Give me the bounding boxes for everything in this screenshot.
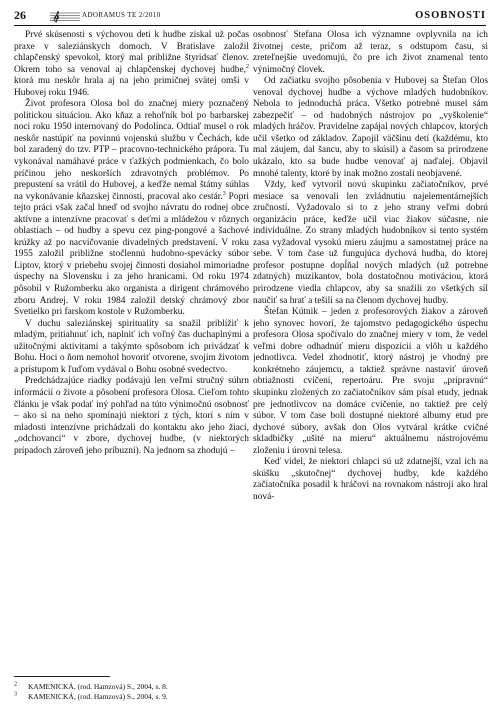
footnote-ref: 3 [222, 190, 226, 197]
page-number: 26 [14, 8, 26, 22]
footnote-rule [14, 676, 110, 677]
footnote-ref: 2 [246, 63, 249, 70]
right-column [253, 30, 488, 708]
paragraph: osobnosť Štefana Olosa ich významne ovplyvnila na ich životnej ceste, pričom až teraz, s odstupom času, si zreteľnejšie uvedomujú, čo pre ich život znamenal tento výnimočný človek. [253, 30, 488, 75]
header-rule [14, 25, 486, 26]
paragraph: Štefan Kútnik – jeden z profesorových žiakov a zároveň jeho synovec hovorí, že tajomstvo pedagogického úspechu profesora Olosa spočívalo do značnej miery v tom, že vedel veľmi dobre odhadnúť mieru dispozícií a vlôh u každého jednotlivca. Vedel zhodnotiť, ktorý nástroj je vhodný pre konkrétneho záujemcu, a taktiež správne nastaviť úroveň obtiažnosti cvičení, repertoáru. Pre svoju „prípravnú“ skupinku zložených zo začiatočníkov sám písal etudy, jednak pre jednotlivcov na domáce cvičenie, no taktiež pre celý súbor. V tom čase boli dostupné niektoré albumy etud pre dychové súbory, avšak don Olos vytváral krátke cvičné skladbičky „ušité na mieru“ aktuálnemu nástrojovému zloženiu i úrovni telesa. [253, 307, 488, 456]
paragraph: Od začiatku svojho pôsobenia v Hubovej sa Štefan Olos venoval dychovej hudbe a výchove mladých hudobníkov. Nebola to jednoduchá práca. Všetko potrebné musel sám zabezpečiť – od hudobných nástrojov po „vyškolenie“ mladých hráčov. Pravidelne zapájal nových chlapcov, ktorých učil všetko od základov. Zapojil väčšinu detí (každému, kto mal záujem, dal šancu, aby to skúsil) a časom sa prirodzene ukázalo, kto sa bude hudbe venovať aj naďalej. Objavil mnohé talenty, ktoré by inak možno zostali neobjavené. [253, 76, 488, 179]
page-header [14, 8, 486, 26]
journal-title: ADORAMUS TE 2/2010 [82, 11, 161, 19]
paragraph: Život profesora Olosa bol do značnej miery poznačený politickou situáciou. Ako kňaz a rehoľník bol po barbarskej noci roku 1950 internovaný do Podolínca. Odtiaľ musel o rok neskôr nastúpiť na povinnú vojenskú službu v Čechách, kde bol zaradený do tzv. PTP – pracovno-technického prápora. Tu vykonával namáhavé práce v ťažkých podmienkach, čo bolo príčinou jeho neskorších zdravotných problémov. Po prepustení sa vrátil do Hubovej, a keďže nemal štátny súhlas na vykonávanie kňazskej činnosti, pracoval ako cestár.$^3$ Popri tejto práci však začal hneď od svojho návratu do rodnej obce aktívne a intenzívne pracovať s deťmi a mládežou v rôznych oblastiach – od hudby a spevu cez ping-pongové a šachové krúžky až po nacvičovanie divadelných predstavení. V roku 1955 založil približne stočlennú hudobno-spevácky súbor Liptov, ktorý v priebehu svojej činnosti dosiahol mimoriadne úspechy na Slovensku i za jeho hranicami. Od roku 1974 pôsobil v Ružomberku ako organista a dirigent chrámového zboru Andrej. V roku 1984 založil detský chrámový zbor Svetielko pri farskom kostole v Ružomberku. [14, 99, 249, 318]
paragraph: V duchu saleziánskej spirituality sa snažil priblížiť k mladým, pritiahnuť ich, naplniť ich voľný čas duchaplnými a užitočnými aktivitami a takýmto spôsobom ich privádzať k Bohu. Hoci o ňom nemohol hovoriť otvorene, svojím životom a prístupom k ľuďom vydával o Bohu osobné svedectvo. [14, 318, 249, 375]
paragraph: Keď videl, že niektorí chlapci sú už zdatnejší, vzal ich na skúšku „skutočnej“ dychovej hudby, kde každého začiatočníka posadil k hráčovi na rovnakom nástroji ako hral nová- [253, 457, 488, 502]
music-staff-icon [50, 11, 80, 23]
footnote: $^2$ KAMENICKÁ, (rod. Hamzová) S., 2004, s. 8. [14, 681, 168, 691]
footnotes [14, 682, 249, 702]
left-column [14, 30, 249, 670]
footnote: $^3$ KAMENICKÁ, (rod. Hamzová) S., 2004, s. 9. [14, 691, 168, 701]
section-title: OSOBNOSTI [415, 10, 486, 21]
paragraph: Predchádzajúce riadky podávajú len veľmi stručný súhrn informácií o živote a pôsobení profesora Olosa. Cieľom tohto článku je však podať iný pohľad na túto výnimočnú osobnosť – ako si na neho spomínajú niektorí z tých, ktorí s ním v mladosti intenzívne prichádzali do kontaktu ako jeho žiaci, „odchovanci“ v zbore, dychovej hudbe, (v niektorých prípadoch zároveň jeho príbuzní). Na jednom sa zhodujú – [14, 376, 249, 456]
paragraph: Prvé skúsenosti s výchovou detí k hudbe získal už počas praxe v saleziánskych domoch. V Bratislave založil chlapčenský spevokol, ktorý mal približne štyridsať členov. Okrem toho sa venoval aj chlapčenskej dychovej hudbe,$^2$ ktorá mu neskôr hrala aj na jeho primičnej svätej omši v Hubovej roku 1946. [14, 30, 249, 98]
paragraph: Vždy, keď vytvoril novú skupinku začiatočníkov, prvé mesiace sa venovali len zvládnutiu najelementárnejších zručností. Vyžadovalo si to z jeho strany veľmi dobrú organizáciu práce, keďže učil viac žiakov súčasne, nie individuálne. Zo strany mladých hudobníkov si tento systém zasa vyžadoval vysokú mieru záujmu a samostatnej práce na sebe. V tom čase už fungujúca dychová hudba, do ktorej profesor postupne dopĺňal nových mladých (už potrebne zdatných) muzikantov, bola dostatočnou motiváciou, ktorá prirodzene viedla chlapcov, aby sa snažili zo všetkých síl naučiť sa hrať a tešili sa na členom dychovej hudby. [253, 180, 488, 306]
